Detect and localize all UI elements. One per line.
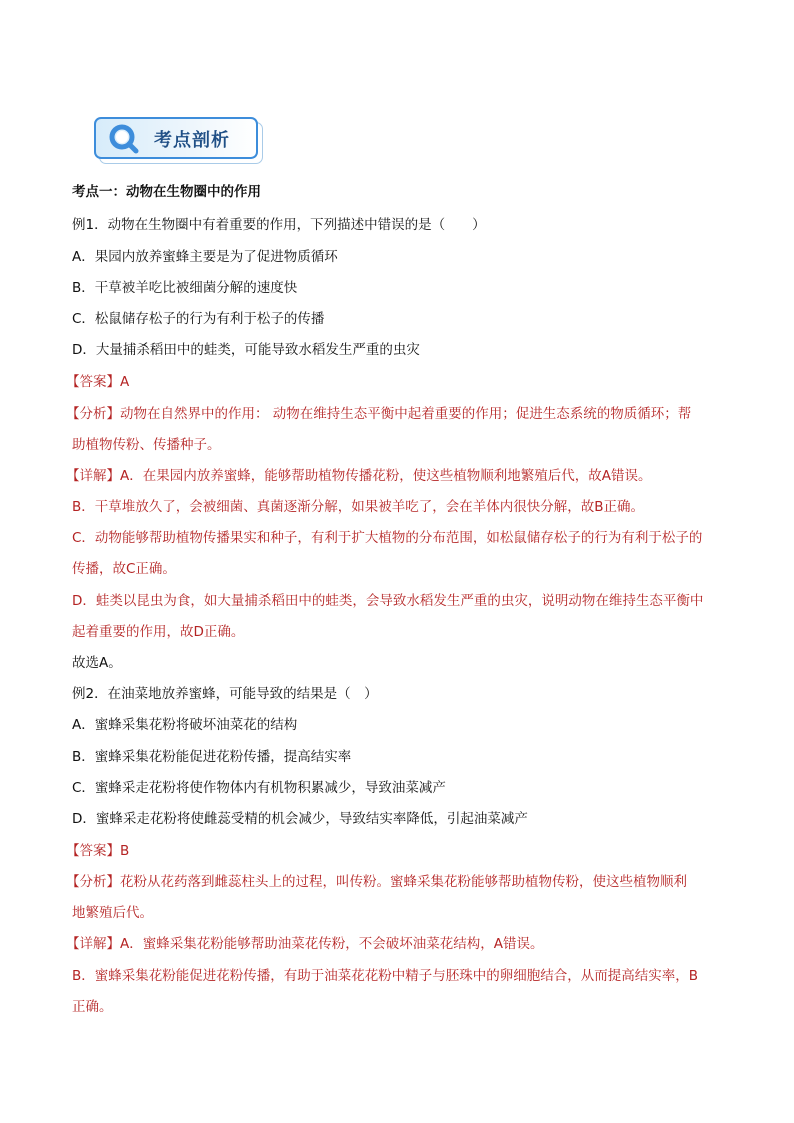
- question-1-answer: [66, 373, 129, 391]
- question-2-option-b: B．蜜蜂采集花粉能促进花粉传播，提高结实率: [72, 749, 352, 765]
- answer-tag: 【答案】: [66, 374, 120, 390]
- detail-text: A．在果园内放养蜜蜂，能够帮助植物传播花粉，使这些植物顺利地繁殖后代，故A错误。: [120, 468, 652, 484]
- detail-text: C．动物能够帮助植物传播果实和种子，有利于扩大植物的分布范围，如松鼠储存松子的行为有利于松子的: [72, 530, 703, 546]
- question-2-analysis: [66, 873, 687, 891]
- analysis-text: 动物在自然界中的作用： 动物在维持生态平衡中起着重要的作用；促进生态系统的物质循环；帮: [120, 406, 692, 422]
- detail-text: 起着重要的作用，故D正确。: [72, 624, 245, 640]
- magnifier-icon: [108, 123, 140, 155]
- detail-text: D．蛙类以昆虫为食，如大量捕杀稻田中的蛙类，会导致水稻发生严重的虫灾，说明动物在维持生态平衡中: [72, 593, 704, 609]
- analysis-tag: 【分析】: [66, 874, 120, 890]
- answer-value: A: [120, 374, 130, 390]
- detail-tag: 【详解】: [66, 936, 120, 952]
- banner-title: 考点剖析: [154, 130, 230, 151]
- analysis-tag: 【分析】: [66, 406, 120, 422]
- analysis-text: 助植物传粉、传播种子。: [72, 437, 221, 453]
- question-2-option-d: D．蜜蜂采走花粉将使雌蕊受精的机会减少，导致结实率降低，引起油菜减产: [72, 811, 528, 827]
- question-1-option-b: B．干草被羊吃比被细菌分解的速度快: [72, 280, 298, 296]
- detail-text: B．蜜蜂采集花粉能促进花粉传播，有助于油菜花花粉中精子与胚珠中的卵细胞结合，从而提高结实率，B: [72, 968, 699, 984]
- question-2-detail: [66, 935, 543, 953]
- detail-text: 传播，故C正确。: [72, 561, 176, 577]
- question-1-option-c: C．松鼠储存松子的行为有利于松子的传播: [72, 311, 325, 327]
- question-2-option-a: A．蜜蜂采集花粉将破坏油菜花的结构: [72, 717, 298, 733]
- detail-tag: 【详解】: [66, 468, 120, 484]
- question-2-answer: [66, 842, 129, 860]
- question-1-detail: [66, 467, 651, 485]
- detail-text: B．干草堆放久了，会被细菌、真菌逐渐分解，如果被羊吃了，会在羊体内很快分解，故B正确。: [72, 499, 645, 515]
- detail-text: A．蜜蜂采集花粉能够帮助油菜花传粉，不会破坏油菜花结构，A错误。: [120, 936, 544, 952]
- question-1-option-a: A．果园内放养蜜蜂主要是为了促进物质循环: [72, 249, 338, 265]
- question-2-stem: 例2．在油菜地放养蜜蜂，可能导致的结果是（ ）: [72, 686, 378, 702]
- detail-text: 正确。: [72, 999, 113, 1015]
- question-1-analysis: [66, 405, 691, 423]
- answer-value: B: [120, 843, 130, 859]
- question-1-conclusion: 故选A。: [72, 655, 122, 671]
- question-1-stem: 例1．动物在生物圈中有着重要的作用，下列描述中错误的是（ ）: [72, 217, 486, 233]
- section-title: 考点一：动物在生物圈中的作用: [72, 184, 261, 200]
- analysis-text: 花粉从花药落到雌蕊柱头上的过程，叫传粉。蜜蜂采集花粉能够帮助植物传粉，使这些植物顺利: [120, 874, 687, 890]
- analysis-text: 地繁殖后代。: [72, 905, 153, 921]
- question-1-option-d: D．大量捕杀稻田中的蛙类，可能导致水稻发生严重的虫灾: [72, 342, 420, 358]
- question-2-option-c: C．蜜蜂采走花粉将使作物体内有机物积累减少，导致油菜减产: [72, 780, 446, 796]
- answer-tag: 【答案】: [66, 843, 120, 859]
- section-banner: [94, 117, 260, 161]
